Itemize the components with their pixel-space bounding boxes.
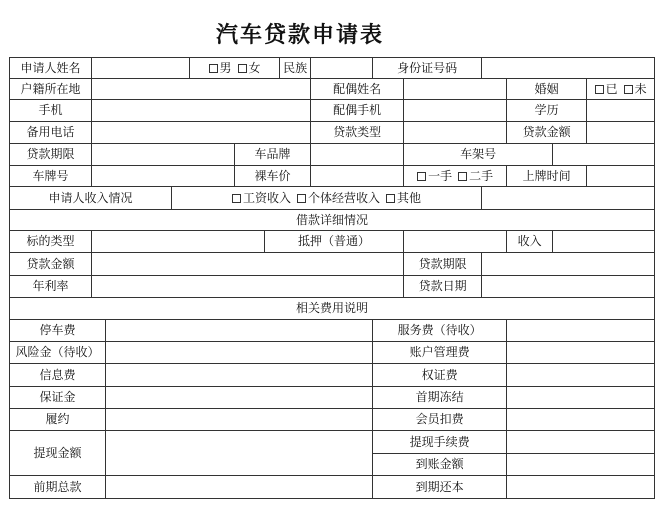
arrived-amount-label: 到账金额 [373,454,507,476]
loan-application-form [9,57,655,499]
salary-option[interactable] [232,191,291,205]
member-fee-field[interactable] [507,409,655,431]
marriage-label: 婚姻 [507,79,587,100]
form-row [10,144,655,166]
form-row [10,476,655,499]
info-fee-label: 信息费 [10,364,106,387]
vin-label: 车架号 [404,144,553,166]
female-label: 女 [248,60,261,75]
bare-price-label: 裸车价 [235,166,311,187]
due-repay-label: 到期还本 [373,476,507,499]
member-fee-label: 会员扣费 [373,409,507,431]
education-label: 学历 [507,100,587,122]
loan-details-section-header: 借款详细情况 [10,210,655,231]
vin-field[interactable] [553,144,655,166]
form-row [10,253,655,276]
gender-options [190,58,280,79]
second-hand-label: 二手 [469,168,494,183]
warrant-fee-label: 权证费 [373,364,507,387]
loan-term-field[interactable] [92,144,235,166]
withdraw-amount-label: 提现金额 [10,431,106,476]
detail-loan-amount-field[interactable] [92,253,404,276]
mobile-label: 手机 [10,100,92,122]
ethnicity-label: 民族 [280,58,311,79]
form-row [10,210,655,231]
marriage-options [587,79,655,100]
spouse-name-field[interactable] [404,79,507,100]
account-mgmt-field[interactable] [507,342,655,364]
account-mgmt-label: 账户管理费 [373,342,507,364]
form-row [10,231,655,253]
unmarried-checkbox[interactable] [624,85,633,94]
first-hand-checkbox[interactable] [417,172,426,181]
id-number-field[interactable] [482,58,655,79]
detail-loan-term-label: 贷款期限 [404,253,482,276]
hukou-field[interactable] [92,79,311,100]
income2-field[interactable] [553,231,655,253]
mobile-field[interactable] [92,100,311,122]
mortgage-label: 抵押（普通） [265,231,404,253]
hukou-label: 户籍所在地 [10,79,92,100]
other-income-option[interactable] [386,191,421,205]
loan-type-label: 贷款类型 [311,122,404,144]
form-row [10,298,655,320]
plate-label: 车牌号 [10,166,92,187]
annual-rate-field[interactable] [92,276,404,298]
detail-loan-amount-label: 贷款金额 [10,253,92,276]
mortgage-field[interactable] [404,231,507,253]
form-row [10,187,655,210]
male-label: 男 [219,60,232,75]
loan-amount-label: 贷款金额 [507,122,587,144]
form-row [10,387,655,409]
other-income-checkbox[interactable] [386,194,395,203]
id-number-label: 身份证号码 [373,58,482,79]
first-total-field[interactable] [106,476,373,499]
form-row [10,409,655,431]
withdraw-fee-label: 提现手续费 [373,431,507,454]
married-label: 已 [605,81,618,96]
applicant-name-label: 申请人姓名 [10,58,92,79]
education-field[interactable] [587,100,655,122]
income2-label: 收入 [507,231,553,253]
form-row [10,79,655,100]
service-fee-field[interactable] [507,320,655,342]
female-option[interactable] [238,61,261,75]
target-type-label: 标的类型 [10,231,92,253]
self-employed-label: 个体经营收入 [308,190,381,205]
unmarried-option[interactable] [624,82,647,96]
performance-label: 履约 [10,409,106,431]
deposit-label: 保证金 [10,387,106,409]
info-fee-field[interactable] [106,364,373,387]
annual-rate-label: 年利率 [10,276,92,298]
first-freeze-field[interactable] [507,387,655,409]
deposit-field[interactable] [106,387,373,409]
plate-field[interactable] [92,166,235,187]
income-options [172,187,482,210]
salary-checkbox[interactable] [232,194,241,203]
first-freeze-label: 首期冻结 [373,387,507,409]
male-checkbox[interactable] [209,64,218,73]
female-checkbox[interactable] [238,64,247,73]
target-type-field[interactable] [92,231,265,253]
male-option[interactable] [209,61,232,75]
loan-date-label: 贷款日期 [404,276,482,298]
loan-type-field[interactable] [404,122,507,144]
risk-fund-label: 风险金（待收） [10,342,106,364]
second-hand-checkbox[interactable] [458,172,467,181]
form-row [10,364,655,387]
spouse-mobile-label: 配偶手机 [311,100,404,122]
form-row [10,320,655,342]
loan-date-field[interactable] [482,276,655,298]
reg-time-field[interactable] [587,166,655,187]
married-option[interactable] [595,82,618,96]
hand-options [404,166,507,187]
spouse-mobile-field[interactable] [404,100,507,122]
withdraw-fee-field[interactable] [507,431,655,454]
first-hand-label: 一手 [428,168,453,183]
warrant-fee-field[interactable] [507,364,655,387]
applicant-name-field[interactable] [92,58,190,79]
fees-section-header: 相关费用说明 [10,298,655,320]
bare-price-field[interactable] [311,166,404,187]
second-hand-option[interactable] [458,169,493,183]
car-brand-label: 车品牌 [235,144,311,166]
performance-field[interactable] [106,409,373,431]
married-checkbox[interactable] [595,85,604,94]
first-hand-option[interactable] [417,169,452,183]
other-income-label: 其他 [397,190,422,205]
form-row [10,276,655,298]
backup-phone-label: 备用电话 [10,122,92,144]
ethnicity-field[interactable] [311,58,373,79]
form-row [10,431,655,454]
form-row [10,122,655,144]
income-extra-field[interactable] [482,187,655,210]
reg-time-label: 上牌时间 [507,166,587,187]
self-employed-option[interactable] [297,191,380,205]
salary-label: 工资收入 [243,190,292,205]
withdraw-amount-field[interactable] [106,431,373,476]
parking-label: 停车费 [10,320,106,342]
self-employed-checkbox[interactable] [297,194,306,203]
spouse-name-label: 配偶姓名 [311,79,404,100]
income-label: 申请人收入情况 [10,187,172,210]
parking-field[interactable] [106,320,373,342]
form-row [10,100,655,122]
loan-term-label: 贷款期限 [10,144,92,166]
car-brand-field[interactable] [311,144,404,166]
service-fee-label: 服务费（待收） [373,320,507,342]
arrived-amount-field[interactable] [507,454,655,476]
risk-fund-field[interactable] [106,342,373,364]
backup-phone-field[interactable] [92,122,311,144]
form-row [10,58,655,79]
form-title: 汽车贷款申请表 [215,23,384,48]
form-row [10,166,655,187]
due-repay-field[interactable] [507,476,655,499]
form-row [10,342,655,364]
first-total-label: 前期总款 [10,476,106,499]
unmarried-label: 未 [634,81,647,96]
detail-loan-term-field[interactable] [482,253,655,276]
loan-amount-field[interactable] [587,122,655,144]
